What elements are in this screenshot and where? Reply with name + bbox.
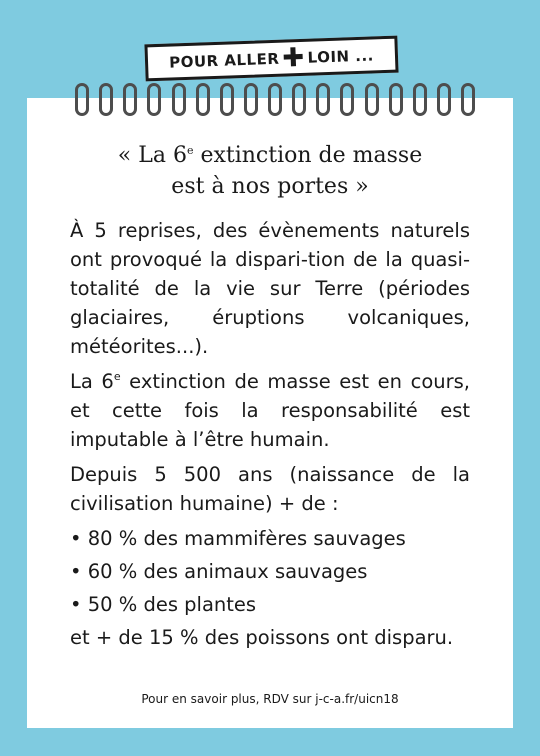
closing-line: et + de 15 % des poissons ont disparu. — [70, 626, 454, 649]
notebook-ring-icon — [315, 83, 327, 117]
card-body — [70, 216, 470, 656]
notebook-ring-icon — [243, 83, 255, 117]
notebook-ring-icon — [74, 83, 86, 117]
footer-link-text[interactable]: Pour en savoir plus, RDV sur j-c-a.fr/uicn18 — [141, 692, 399, 706]
notebook-ring-icon — [436, 83, 448, 117]
notebook-ring-icon — [195, 83, 207, 117]
notebook-ring-icon — [412, 83, 424, 117]
paragraph-past-extinctions: À 5 reprises, des évènements naturels ont provoqué la dispari-tion de la quasi-totalité de la vie sur Terre (périodes glaciaires, éruptions volcaniques, météorites...). — [70, 219, 470, 358]
notebook-ring-icon — [388, 83, 400, 117]
list-item: • 80 % des mammifères sauvages — [70, 527, 406, 550]
notebook-ring-icon — [460, 83, 472, 117]
notebook-ring-icon — [98, 83, 110, 117]
tag-text-after: LOIN ... — [307, 45, 375, 67]
notebook-ring-icon — [122, 83, 134, 117]
notebook-ring-icon — [219, 83, 231, 117]
title-line-2: est à nos portes » — [171, 174, 369, 199]
notebook-ring-icon — [364, 83, 376, 117]
list-item: • 50 % des plantes — [70, 593, 257, 616]
plus-icon: ✚ — [281, 42, 306, 74]
paragraph-sixth-extinction: La 6e extinction de masse est en cours, et cette fois la responsabilité est imputable à l’être humain. — [70, 370, 470, 451]
spiral-binding — [74, 83, 472, 119]
card-title — [27, 140, 513, 202]
tag-text-before: POUR ALLER — [168, 49, 280, 72]
notebook-ring-icon — [291, 83, 303, 117]
pour-aller-plus-loin-tag — [144, 36, 398, 82]
title-line-1: « La 6e extinction de masse — [117, 143, 423, 168]
notebook-ring-icon — [171, 83, 183, 117]
notebook-ring-icon — [267, 83, 279, 117]
notebook-ring-icon — [339, 83, 351, 117]
notebook-ring-icon — [146, 83, 158, 117]
paragraph-since-civilisation: Depuis 5 500 ans (naissance de la civilisation humaine) + de : — [70, 463, 470, 515]
list-item: • 60 % des animaux sauvages — [70, 560, 368, 583]
